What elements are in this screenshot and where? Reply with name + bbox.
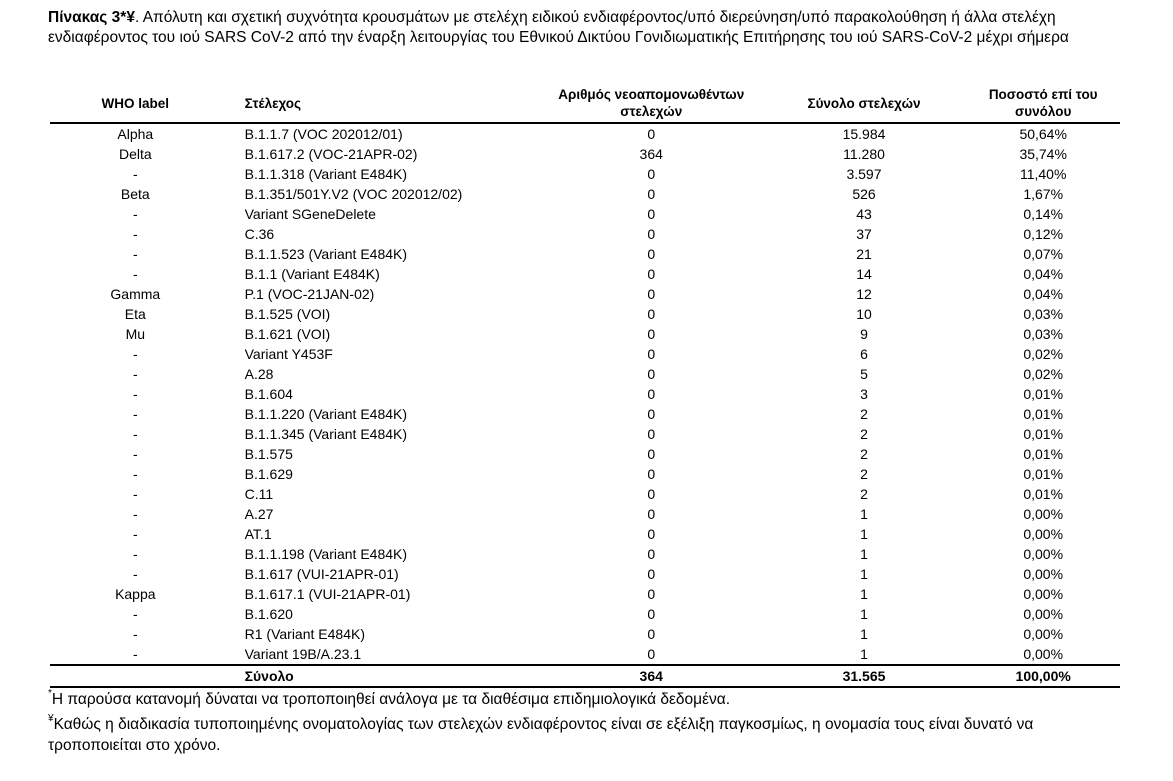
table-row <box>50 244 1120 264</box>
table-row <box>50 484 1120 504</box>
row-new-isolates: 0 <box>647 486 656 502</box>
row-total: 2 <box>860 466 868 482</box>
table-row <box>50 184 1120 204</box>
table-row <box>50 164 1120 184</box>
table-row <box>50 144 1120 164</box>
row-strain: B.1.1.220 (Variant E484K) <box>244 406 408 422</box>
row-new-isolates: 0 <box>647 386 656 402</box>
row-strain: AT.1 <box>244 526 272 542</box>
row-total: 12 <box>856 286 872 302</box>
row-total: 2 <box>860 446 868 462</box>
row-percentage: 0,00% <box>1023 626 1064 642</box>
row-strain: B.1.617.2 (VOC-21APR-02) <box>244 146 418 162</box>
row-new-isolates: 0 <box>647 646 656 662</box>
header-strain: Στέλεχος <box>221 84 541 123</box>
variants-table <box>50 84 1120 688</box>
table-row <box>50 324 1120 344</box>
row-who-label: - <box>132 526 138 542</box>
row-percentage: 0,01% <box>1023 386 1064 402</box>
row-who-label: - <box>132 346 138 362</box>
row-percentage: 0,01% <box>1023 406 1064 422</box>
row-percentage: 0,01% <box>1023 446 1064 462</box>
row-strain: B.1.1 (Variant E484K) <box>244 266 380 282</box>
row-percentage: 0,02% <box>1023 366 1064 382</box>
row-strain: C.36 <box>244 226 275 242</box>
row-who-label: Mu <box>125 326 146 342</box>
row-strain: B.1.1.7 (VOC 202012/01) <box>244 126 403 142</box>
table-row <box>50 504 1120 524</box>
row-new-isolates: 0 <box>647 586 656 602</box>
total-label: Σύνολο <box>221 665 541 687</box>
table-row <box>50 344 1120 364</box>
row-percentage: 0,04% <box>1023 286 1064 302</box>
table-row <box>50 224 1120 244</box>
row-strain: B.1.621 (VOI) <box>244 326 331 342</box>
row-new-isolates: 0 <box>647 226 656 242</box>
total-empty-cell <box>50 665 221 687</box>
row-percentage: 0,00% <box>1023 646 1064 662</box>
table-row <box>50 404 1120 424</box>
table-row <box>50 604 1120 624</box>
total-sum: 31.565 <box>762 665 967 687</box>
header-total-strains: Σύνολο στελεχών <box>762 84 967 123</box>
row-total: 2 <box>860 426 868 442</box>
row-strain: B.1.1.345 (Variant E484K) <box>244 426 408 442</box>
row-percentage: 0,01% <box>1023 426 1064 442</box>
row-who-label: - <box>132 626 138 642</box>
row-percentage: 0,02% <box>1023 346 1064 362</box>
caption-label: Πίνακας 3*¥ <box>48 9 135 26</box>
row-who-label: - <box>132 226 138 242</box>
row-total: 3 <box>860 386 868 402</box>
row-new-isolates: 0 <box>647 526 656 542</box>
row-percentage: 35,74% <box>1019 146 1067 162</box>
row-who-label: - <box>132 266 138 282</box>
row-new-isolates: 0 <box>647 246 656 262</box>
row-who-label: Delta <box>118 146 152 162</box>
row-strain: B.1.1.198 (Variant E484K) <box>244 546 408 562</box>
row-new-isolates: 0 <box>647 426 656 442</box>
row-new-isolates: 0 <box>647 266 656 282</box>
row-new-isolates: 0 <box>647 166 656 182</box>
row-who-label: - <box>132 506 138 522</box>
total-pct: 100,00% <box>966 665 1120 687</box>
row-percentage: 50,64% <box>1019 126 1067 142</box>
row-who-label: - <box>132 466 138 482</box>
row-total: 2 <box>860 486 868 502</box>
row-percentage: 0,12% <box>1023 226 1064 242</box>
table-row <box>50 444 1120 464</box>
row-total: 15.984 <box>842 126 886 142</box>
table-row <box>50 264 1120 284</box>
table-row <box>50 204 1120 224</box>
table-row <box>50 384 1120 404</box>
row-strain: B.1.629 <box>244 466 293 482</box>
row-who-label: Kappa <box>115 586 156 602</box>
row-new-isolates: 0 <box>647 306 656 322</box>
header-who-label: WHO label <box>50 84 221 123</box>
row-who-label: - <box>132 406 138 422</box>
table-header-row <box>50 84 1120 123</box>
row-strain: B.1.1.318 (Variant E484K) <box>244 166 408 182</box>
row-total: 11.280 <box>843 146 885 162</box>
row-total: 2 <box>860 406 868 422</box>
table-row <box>50 123 1120 144</box>
caption-text: . Απόλυτη και σχετική συχνότητα κρουσμάτων με στελέχη ειδικού ενδιαφέροντος/υπό διερεύνηση/υπό παρακολούθηση ή άλλα στελέχη ενδιαφέροντος του ιού SARS CoV-2 από την έναρξη λειτουργίας του Εθνικού Δικτύου Γονιδιωματικής Επιτήρησης του ιού SARS-CoV-2 μέχρι σήμερα <box>48 9 1069 46</box>
row-percentage: 0,07% <box>1023 246 1064 262</box>
row-total: 21 <box>856 246 872 262</box>
row-strain: B.1.575 <box>244 446 293 462</box>
row-new-isolates: 0 <box>647 126 656 142</box>
row-who-label: - <box>132 366 138 382</box>
row-new-isolates: 0 <box>647 466 656 482</box>
row-strain: B.1.604 <box>244 386 293 402</box>
row-strain: B.1.525 (VOI) <box>244 306 331 322</box>
row-who-label: - <box>132 566 138 582</box>
table-total-row <box>50 665 1120 687</box>
row-strain: Variant SGeneDelete <box>244 206 376 222</box>
table-row <box>50 284 1120 304</box>
row-strain: Variant 19B/A.23.1 <box>244 646 362 662</box>
row-who-label: - <box>132 206 138 222</box>
row-total: 1 <box>860 626 868 642</box>
row-percentage: 1,67% <box>1023 186 1064 202</box>
row-new-isolates: 0 <box>647 186 656 202</box>
row-who-label: Beta <box>120 186 150 202</box>
table-row <box>50 584 1120 604</box>
row-new-isolates: 0 <box>647 546 656 562</box>
row-total: 37 <box>856 226 872 242</box>
row-percentage: 0,01% <box>1023 466 1064 482</box>
row-total: 43 <box>856 206 872 222</box>
row-percentage: 0,01% <box>1023 486 1064 502</box>
row-new-isolates: 0 <box>647 566 656 582</box>
table-row <box>50 424 1120 444</box>
row-percentage: 0,14% <box>1023 206 1064 222</box>
row-strain: A.27 <box>244 506 274 522</box>
row-percentage: 0,00% <box>1023 586 1064 602</box>
row-strain: Variant Y453F <box>244 346 333 362</box>
table-row <box>50 564 1120 584</box>
row-who-label: Eta <box>124 306 146 322</box>
table-caption <box>48 8 1126 48</box>
row-total: 1 <box>860 566 868 582</box>
total-new: 364 <box>541 665 762 687</box>
table-body <box>50 123 1120 665</box>
row-percentage: 0,00% <box>1023 526 1064 542</box>
row-percentage: 0,00% <box>1023 606 1064 622</box>
row-total: 526 <box>852 186 876 202</box>
row-total: 1 <box>860 606 868 622</box>
table-row <box>50 464 1120 484</box>
row-total: 6 <box>860 346 868 362</box>
row-who-label: - <box>132 386 138 402</box>
row-who-label: - <box>132 546 138 562</box>
row-percentage: 0,04% <box>1023 266 1064 282</box>
row-new-isolates: 0 <box>647 606 656 622</box>
row-new-isolates: 0 <box>647 506 656 522</box>
row-total: 1 <box>860 586 868 602</box>
row-strain: B.1.617.1 (VUI-21APR-01) <box>244 586 411 602</box>
header-percentage: Ποσοστό επί του συνόλου <box>966 84 1120 123</box>
row-new-isolates: 0 <box>647 286 656 302</box>
table-row <box>50 644 1120 665</box>
row-new-isolates: 0 <box>647 206 656 222</box>
row-strain: B.1.1.523 (Variant E484K) <box>244 246 408 262</box>
row-who-label: - <box>132 486 138 502</box>
table-row <box>50 544 1120 564</box>
row-strain: B.1.351/501Y.V2 (VOC 202012/02) <box>244 186 463 202</box>
row-total: 9 <box>860 326 868 342</box>
footnote-1 <box>48 689 1126 710</box>
row-new-isolates: 0 <box>647 406 656 422</box>
row-new-isolates: 0 <box>647 626 656 642</box>
row-who-label: Alpha <box>117 126 154 142</box>
row-total: 5 <box>860 366 868 382</box>
row-percentage: 0,03% <box>1023 306 1064 322</box>
row-total: 14 <box>856 266 872 282</box>
row-strain: C.11 <box>244 486 274 502</box>
row-new-isolates: 0 <box>647 446 656 462</box>
row-total: 3.597 <box>846 166 882 182</box>
row-who-label: - <box>132 446 138 462</box>
row-strain: R1 (Variant E484K) <box>244 626 365 642</box>
row-percentage: 0,00% <box>1023 566 1064 582</box>
row-percentage: 0,00% <box>1023 546 1064 562</box>
row-percentage: 11,40% <box>1019 166 1067 182</box>
row-who-label: - <box>132 426 138 442</box>
row-total: 1 <box>860 546 868 562</box>
row-percentage: 0,03% <box>1023 326 1064 342</box>
row-who-label: - <box>132 166 138 182</box>
footnote-2 <box>48 714 1126 756</box>
footnote-1-text: Η παρούσα κατανομή δύναται να τροποποιηθεί ανάλογα με τα διαθέσιμα επιδημιολογικά δεδομένα. <box>51 691 731 708</box>
header-new-isolates: Αριθμός νεοαπομονωθέντων στελεχών <box>541 84 762 123</box>
table-row <box>50 524 1120 544</box>
row-strain: P.1 (VOC-21JAN-02) <box>244 286 375 302</box>
row-who-label: - <box>132 246 138 262</box>
row-percentage: 0,00% <box>1023 506 1064 522</box>
footnote-2-text: Καθώς η διαδικασία τυποποιημένης ονοματολογίας των στελεχών ενδιαφέροντος είναι σε εξέλιξη παγκοσμίως, η ονομασία τους είναι δυνατό να τροποποιείται στο χρόνο. <box>48 716 1034 754</box>
row-new-isolates: 0 <box>647 346 656 362</box>
row-strain: B.1.617 (VUI-21APR-01) <box>244 566 399 582</box>
footnote-1-mark: * <box>48 688 52 699</box>
row-new-isolates: 0 <box>647 366 656 382</box>
row-new-isolates: 0 <box>647 326 656 342</box>
row-strain: B.1.620 <box>244 606 293 622</box>
footnote-2-mark: ¥ <box>48 713 54 724</box>
table-row <box>50 624 1120 644</box>
row-new-isolates: 364 <box>639 146 663 162</box>
table-row <box>50 304 1120 324</box>
row-total: 10 <box>856 306 872 322</box>
row-total: 1 <box>860 526 868 542</box>
row-who-label: Gamma <box>110 286 161 302</box>
row-who-label: - <box>132 606 138 622</box>
row-total: 1 <box>860 506 868 522</box>
row-total: 1 <box>860 646 868 662</box>
row-who-label: - <box>132 646 138 662</box>
row-strain: A.28 <box>244 366 274 382</box>
table-row <box>50 364 1120 384</box>
